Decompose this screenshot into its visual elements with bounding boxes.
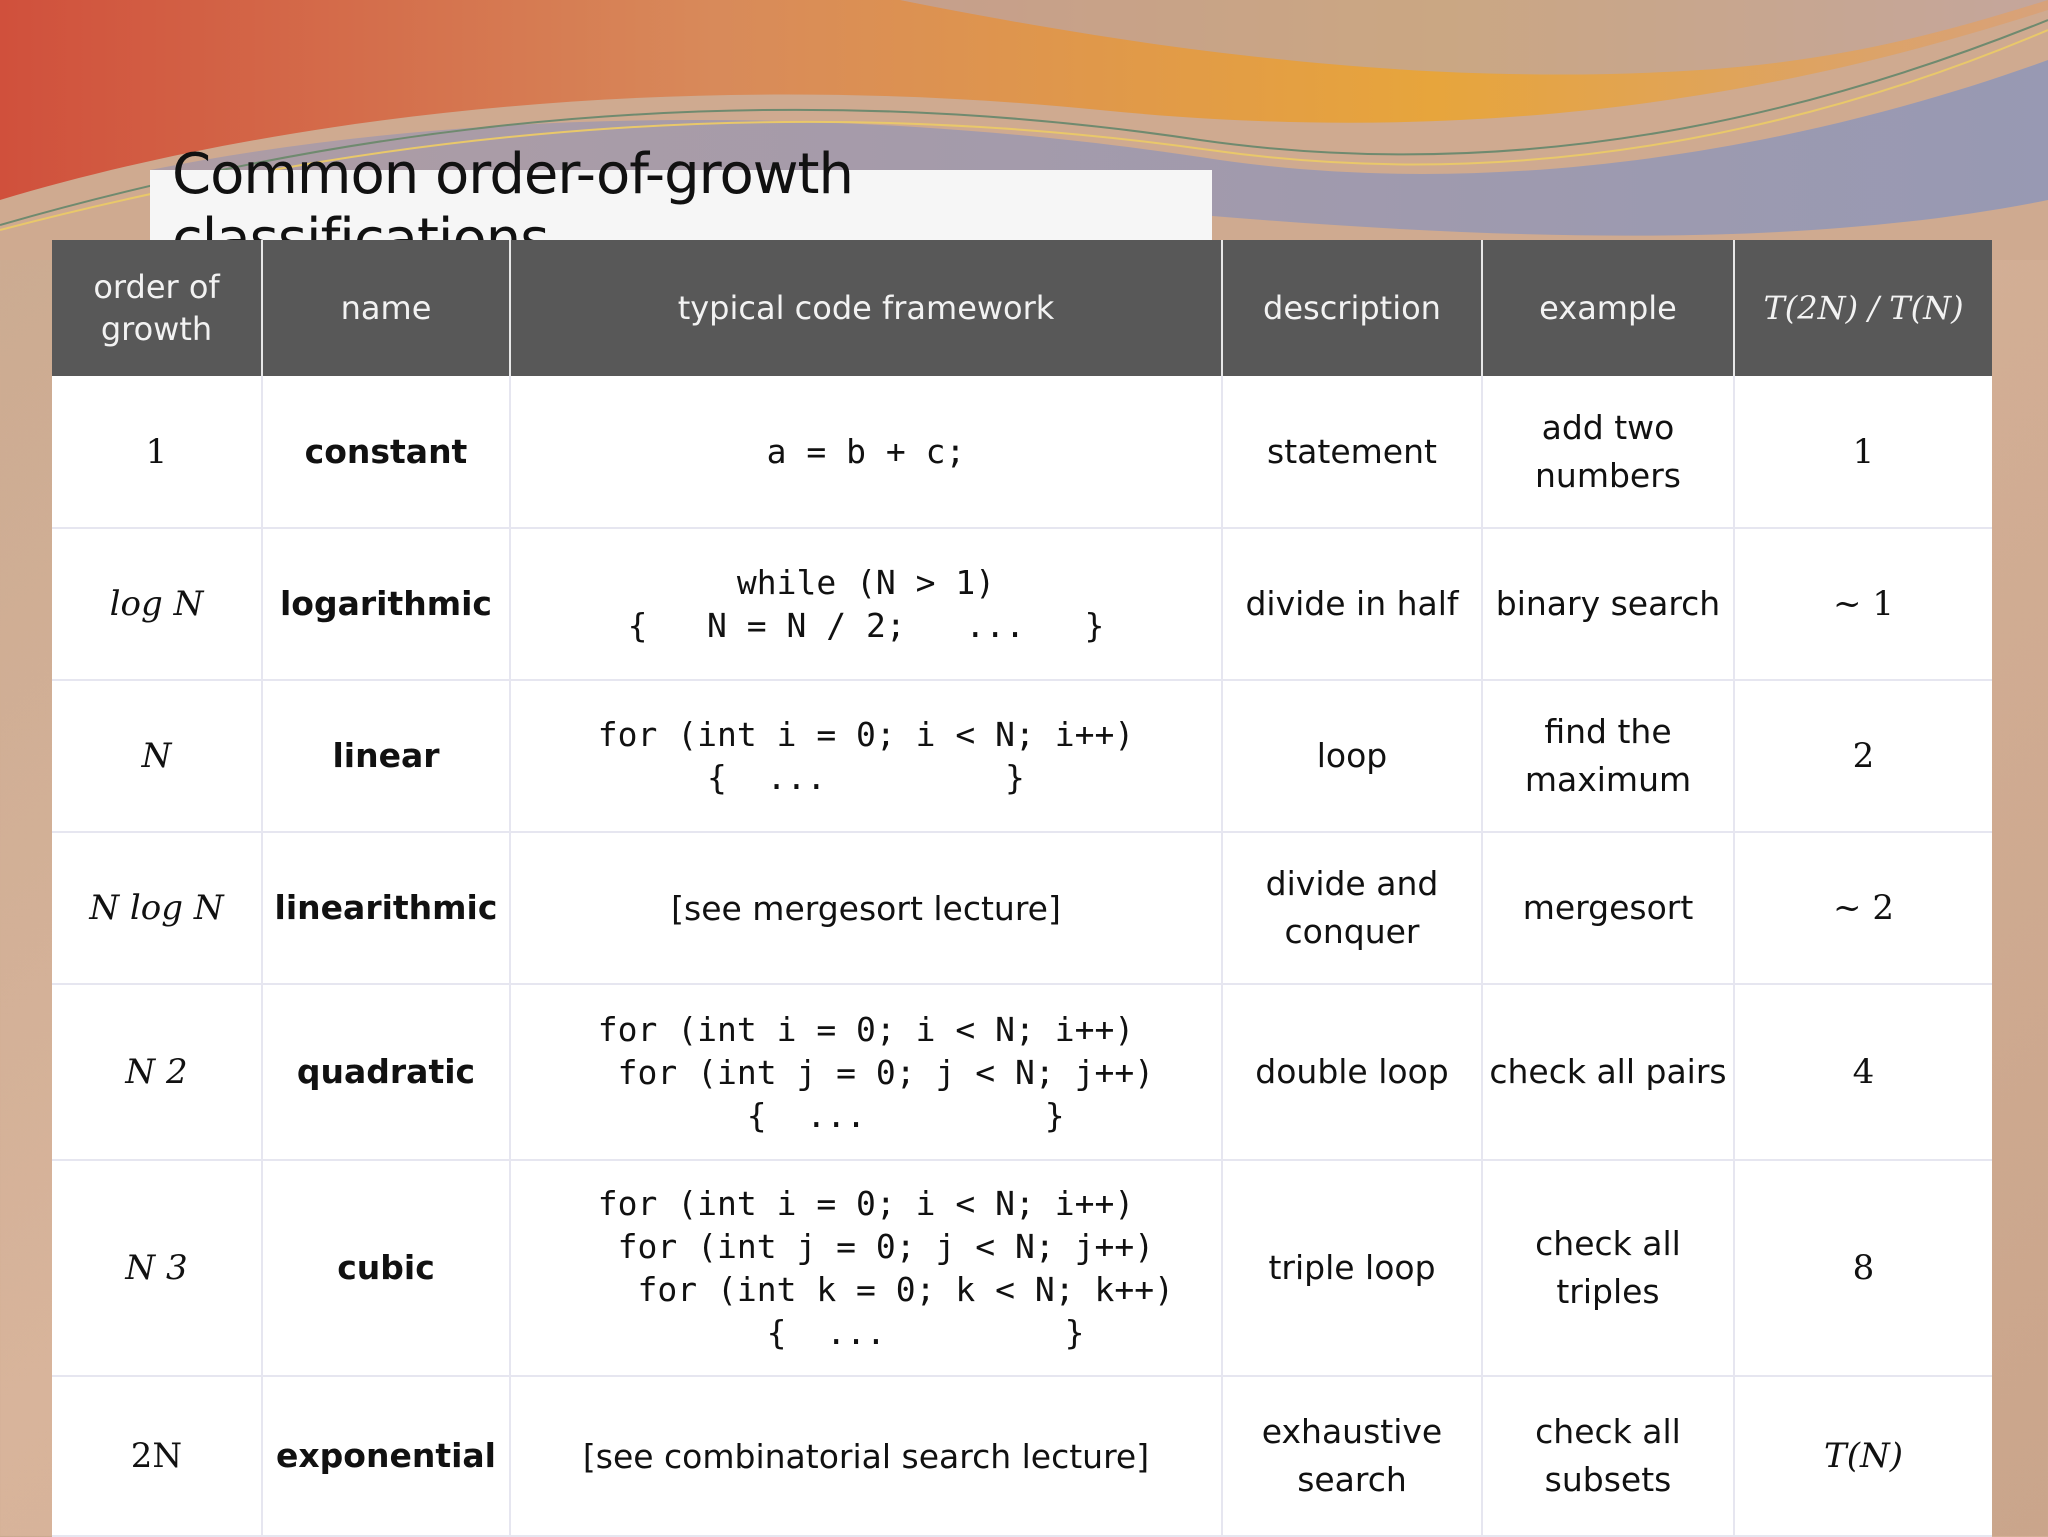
slide-title: Common order-of-growth <box>172 142 853 207</box>
code-cell: for (int i = 0; i < N; i++) for (int j = 0; j < N; j++) for (int k = 0; k < N; k++) { ... } <box>510 1160 1222 1376</box>
ratio-cell: ~ 1 <box>1734 528 1992 680</box>
example-cell: check all pairs <box>1482 984 1734 1160</box>
table-row <box>52 984 1992 1160</box>
code-cell: [see mergesort lecture] <box>510 832 1222 984</box>
code-cell: for (int i = 0; i < N; i++) { ... } <box>510 680 1222 832</box>
header-example: example <box>1482 240 1734 376</box>
order-of-growth-table-container <box>52 240 1992 1536</box>
ratio-cell: 1 <box>1734 376 1992 528</box>
ratio-text: T(N) <box>1824 1436 1903 1476</box>
description-cell: loop <box>1222 680 1482 832</box>
header-code-framework: typical code framework <box>510 240 1222 376</box>
example-cell: find the maximum <box>1482 680 1734 832</box>
order-cell: 2N <box>52 1376 262 1536</box>
name-cell: constant <box>262 376 510 528</box>
slide-title-box <box>150 142 1212 244</box>
description-cell: statement <box>1222 376 1482 528</box>
example-cell: check all triples <box>1482 1160 1734 1376</box>
example-cell: binary search <box>1482 528 1734 680</box>
order-cell <box>52 528 262 680</box>
order-of-growth-table <box>52 240 1992 1537</box>
table-row <box>52 832 1992 984</box>
order-cell <box>52 680 262 832</box>
order-text: log N <box>109 584 204 624</box>
table-row <box>52 680 1992 832</box>
description-cell: double loop <box>1222 984 1482 1160</box>
code-cell: while (N > 1) { N = N / 2; ... } <box>510 528 1222 680</box>
order-cell <box>52 1160 262 1376</box>
ratio-cell: 8 <box>1734 1160 1992 1376</box>
order-text: N 2 <box>125 1052 188 1092</box>
ratio-cell: ~ 2 <box>1734 832 1992 984</box>
name-cell: exponential <box>262 1376 510 1536</box>
header-description: description <box>1222 240 1482 376</box>
example-cell: mergesort <box>1482 832 1734 984</box>
table-header-row <box>52 240 1992 376</box>
name-cell: logarithmic <box>262 528 510 680</box>
header-ratio <box>1734 240 1992 376</box>
table-row <box>52 376 1992 528</box>
header-name: name <box>262 240 510 376</box>
ratio-cell <box>1734 1376 1992 1536</box>
name-cell: quadratic <box>262 984 510 1160</box>
order-cell <box>52 984 262 1160</box>
order-text: N log N <box>89 888 224 928</box>
table-row <box>52 1160 1992 1376</box>
example-cell: check all subsets <box>1482 1376 1734 1536</box>
order-cell: 1 <box>52 376 262 528</box>
ratio-cell: 2 <box>1734 680 1992 832</box>
example-cell: add two numbers <box>1482 376 1734 528</box>
code-cell: [see combinatorial search lecture] <box>510 1376 1222 1536</box>
header-ratio-text: T(2N) / T(N) <box>1763 289 1964 327</box>
description-cell: exhaustive search <box>1222 1376 1482 1536</box>
header-order-of-growth: order of growth <box>52 240 262 376</box>
name-cell: cubic <box>262 1160 510 1376</box>
ratio-cell: 4 <box>1734 984 1992 1160</box>
description-cell: divide in half <box>1222 528 1482 680</box>
order-text: N 3 <box>125 1248 188 1288</box>
order-text: N <box>141 736 172 776</box>
description-cell: divide and conquer <box>1222 832 1482 984</box>
order-cell <box>52 832 262 984</box>
name-cell: linear <box>262 680 510 832</box>
description-cell: triple loop <box>1222 1160 1482 1376</box>
code-cell: for (int i = 0; i < N; i++) for (int j = 0; j < N; j++) { ... } <box>510 984 1222 1160</box>
table-row <box>52 1376 1992 1536</box>
code-cell: a = b + c; <box>510 376 1222 528</box>
name-cell: linearithmic <box>262 832 510 984</box>
table-row <box>52 528 1992 680</box>
